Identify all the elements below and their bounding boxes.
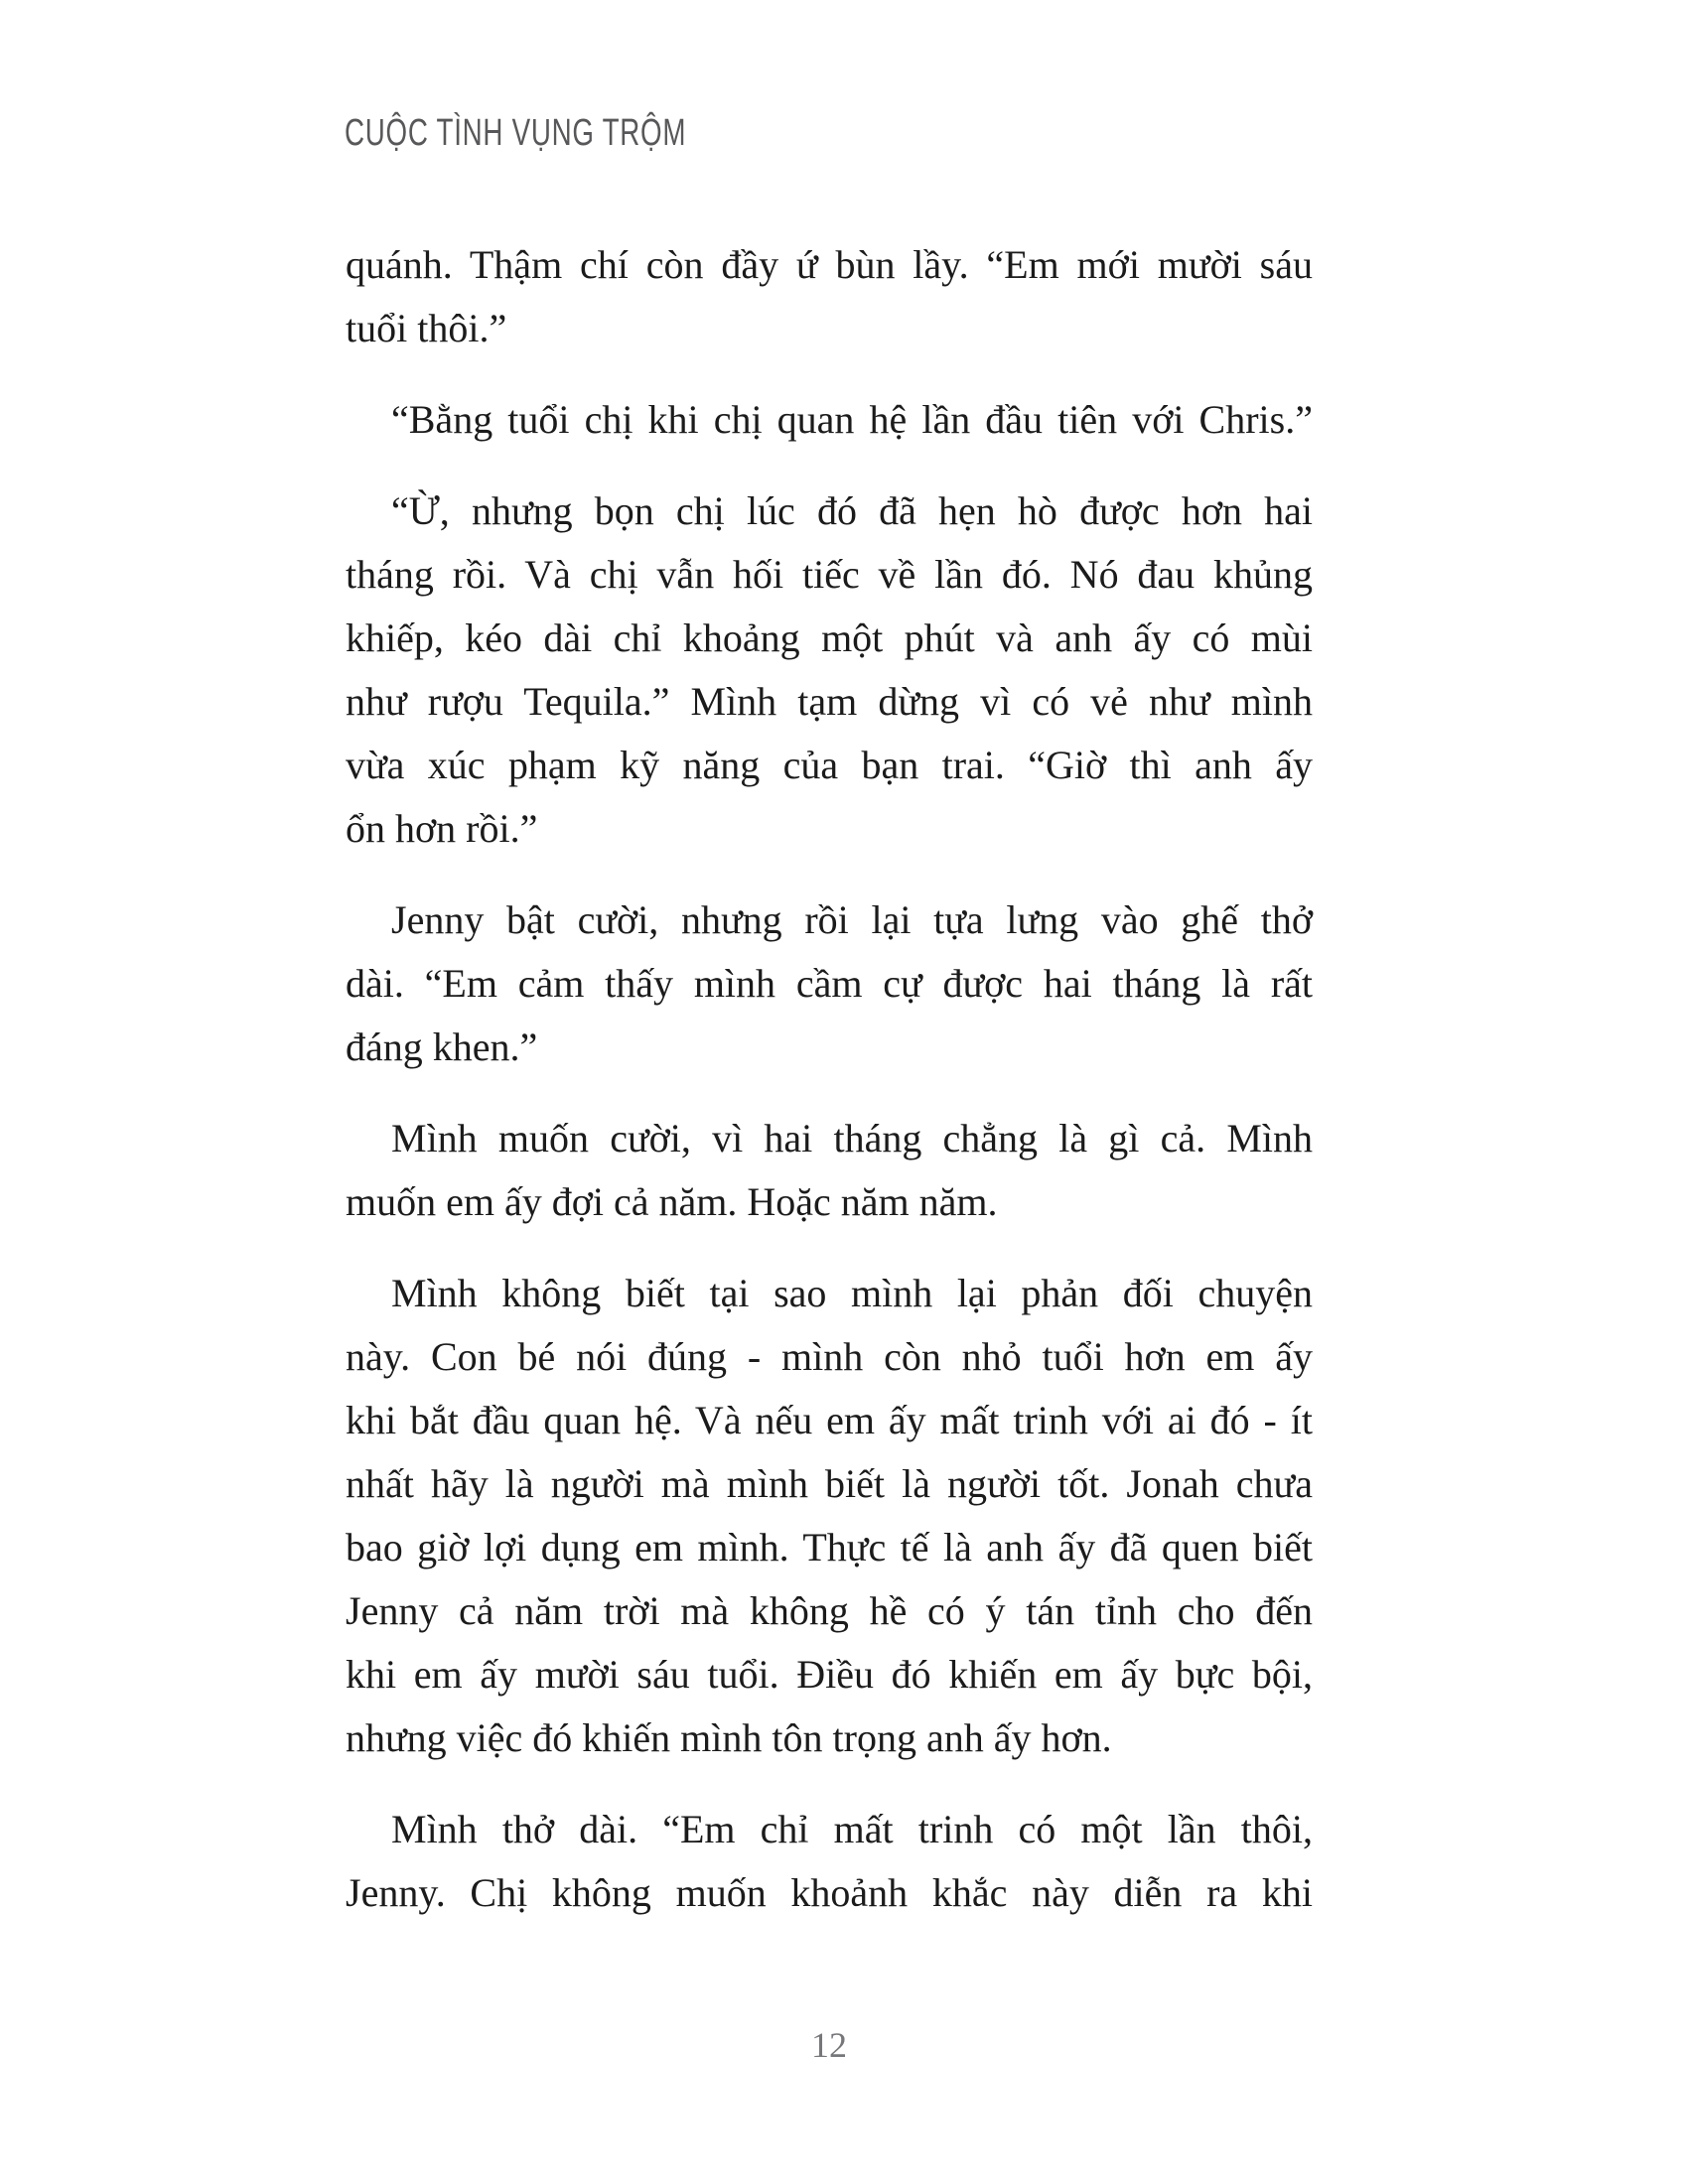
paragraph	[346, 1262, 1313, 1770]
page-number: 12	[811, 2025, 847, 2065]
text-line: Jenny cả năm trời mà không hề có ý tán tỉnh cho đến	[346, 1588, 1313, 1633]
text-line: “Ừ, nhưng bọn chị lúc đó đã hẹn hò được hơn hai	[391, 488, 1313, 533]
body-text	[346, 233, 1313, 1953]
text-line: Jenny bật cười, nhưng rồi lại tựa lưng vào ghế thở	[391, 897, 1313, 942]
text-line: nhất hãy là người mà mình biết là người tốt. Jonah chưa	[346, 1461, 1313, 1506]
paragraph	[346, 1798, 1313, 1925]
text-line: Mình không biết tại sao mình lại phản đối chuyện	[391, 1271, 1313, 1315]
running-header: CUỘC TÌNH VỤNG TRỘM	[345, 112, 687, 154]
paragraph	[346, 388, 1313, 452]
text-line: khiếp, kéo dài chỉ khoảng một phút và anh ấy có mùi	[346, 615, 1313, 660]
text-line: dài. “Em cảm thấy mình cầm cự được hai tháng là rất	[346, 961, 1313, 1006]
text-line: như rượu Tequila.” Mình tạm dừng vì có vẻ như mình	[346, 679, 1313, 724]
text-line: Jenny. Chị không muốn khoảnh khắc này diễn ra khi	[346, 1870, 1313, 1915]
text-line: này. Con bé nói đúng - mình còn nhỏ tuổi hơn em ấy	[346, 1334, 1313, 1379]
paragraph	[346, 888, 1313, 1079]
text-line: bao giờ lợi dụng em mình. Thực tế là anh ấy đã quen biết	[346, 1525, 1313, 1570]
text-line: nhưng việc đó khiến mình tôn trọng anh ấy hơn.	[346, 1715, 1112, 1760]
text-line: tháng rồi. Và chị vẫn hối tiếc về lần đó. Nó đau khủng	[346, 552, 1313, 597]
text-line: quánh. Thậm chí còn đầy ứ bùn lầy. “Em mới mười sáu	[346, 242, 1313, 287]
text-line: vừa xúc phạm kỹ năng của bạn trai. “Giờ thì anh ấy	[346, 743, 1313, 787]
text-line: tuổi thôi.”	[346, 306, 507, 350]
text-line: Mình muốn cười, vì hai tháng chẳng là gì cả. Mình	[391, 1116, 1313, 1160]
paragraph	[346, 233, 1313, 360]
text-line: khi em ấy mười sáu tuổi. Điều đó khiến em ấy bực bội,	[346, 1652, 1313, 1697]
text-line: muốn em ấy đợi cả năm. Hoặc năm năm.	[346, 1179, 998, 1224]
paragraph	[346, 479, 1313, 861]
text-line: “Bằng tuổi chị khi chị quan hệ lần đầu tiên với Chris.”	[391, 397, 1313, 442]
text-line: Mình thở dài. “Em chỉ mất trinh có một lần thôi,	[391, 1807, 1313, 1851]
text-line: khi bắt đầu quan hệ. Và nếu em ấy mất trinh với ai đó - ít	[346, 1398, 1313, 1442]
text-line: đáng khen.”	[346, 1024, 538, 1069]
text-line: ổn hơn rồi.”	[346, 806, 538, 851]
paragraph	[346, 1107, 1313, 1234]
